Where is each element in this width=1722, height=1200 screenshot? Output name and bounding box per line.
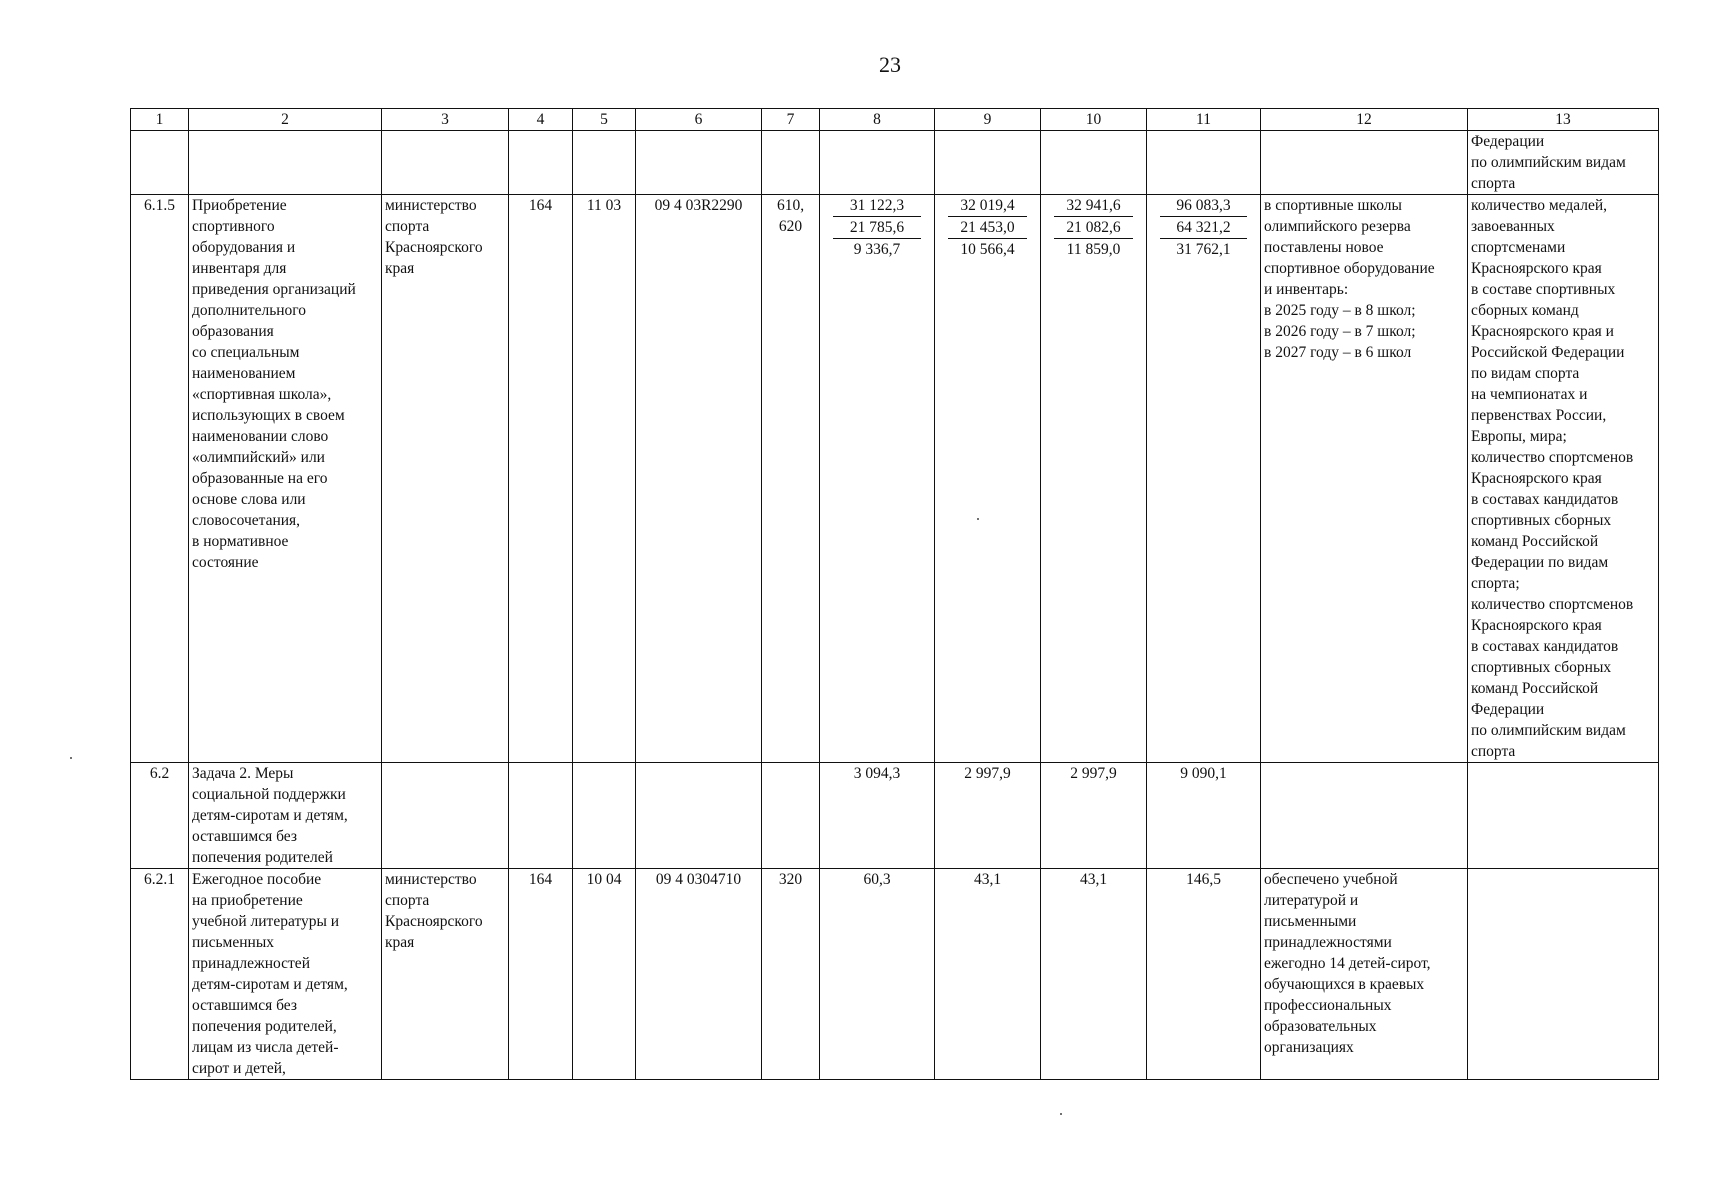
table-row-6-1-5 [131,195,1659,763]
header-cell: 8 [820,109,935,131]
cell-vr [762,763,820,869]
cell-rzpr: 10 04 [573,869,636,1080]
value-federal: 31 762,1 [1176,241,1231,258]
cell-csr: 09 4 03R2290 [636,195,762,763]
header-cell: 7 [762,109,820,131]
value-total: 32 941,6 [1054,195,1133,217]
value-regional: 21 082,6 [1054,217,1133,239]
cell-2027 [1041,131,1147,195]
value-federal: 11 859,0 [1066,241,1121,258]
cell-total: 146,5 [1147,869,1261,1080]
value-regional: 21 785,6 [833,217,921,239]
cell-indicator [1468,869,1659,1080]
header-cell: 2 [189,109,382,131]
cell-executor: министерство спорта Красноярского края [382,195,509,763]
header-cell: 3 [382,109,509,131]
header-cell: 13 [1468,109,1659,131]
header-row [131,109,1659,131]
cell-number: 6.2 [131,763,189,869]
cell-2025: 60,3 [820,869,935,1080]
value-total: 96 083,3 [1160,195,1247,217]
header-cell: 10 [1041,109,1147,131]
cell-2025 [820,195,935,763]
cell-total: 9 090,1 [1147,763,1261,869]
cell-2027: 43,1 [1041,869,1147,1080]
cell-vr [762,131,820,195]
cell-2026: 2 997,9 [935,763,1041,869]
page-number: 23 [879,52,901,77]
cell-2026 [935,195,1041,763]
cell-result [1261,763,1468,869]
cell-csr: 09 4 0304710 [636,869,762,1080]
value-total: 31 122,3 [833,195,921,217]
header-cell: 9 [935,109,1041,131]
cell-2027 [1041,195,1147,763]
cell-result: в спортивные школы олимпийского резерва поставлены новое спортивное оборудование и инвентарь: в 2025 году – в 8 школ; в 2026 году – в 7 школ; в 2027 году – в 6 школ [1261,195,1468,763]
cell-rzpr [573,131,636,195]
cell-2026: 43,1 [935,869,1041,1080]
cell-rzpr: 11 03 [573,195,636,763]
cell-indicator: количество медалей, завоеванных спортсменами Красноярского края в составе спортивных сборных команд Красноярского края и Российской Федерации по видам спорта на чемпионатах и первенствах России, Европы, мира; количество спортсменов Красноярского края в составах кандидатов спортивных сборных команд Российской Федерации по видам спорта; количество спортсменов Красноярского края в составах кандидатов спортивных сборных команд Российской Федерации по олимпийским видам спорта [1468,195,1659,763]
table-row-continuation [131,131,1659,195]
scan-speck [977,518,979,520]
header-cell: 5 [573,109,636,131]
table-row-6-2 [131,763,1659,869]
value-federal: 9 336,7 [853,241,901,258]
cell-2026 [935,131,1041,195]
cell-rzpr [573,763,636,869]
cell-total [1147,131,1261,195]
cell-grbs [509,131,573,195]
header-cell: 6 [636,109,762,131]
cell-indicator: Федерации по олимпийским видам спорта [1468,131,1659,195]
scan-speck [70,757,72,759]
cell-number [131,131,189,195]
header-cell: 1 [131,109,189,131]
cell-indicator [1468,763,1659,869]
value-regional: 64 321,2 [1160,217,1247,239]
cell-result [1261,131,1468,195]
cell-2025 [820,131,935,195]
value-total: 32 019,4 [948,195,1027,217]
cell-csr [636,763,762,869]
cell-csr [636,131,762,195]
cell-name: Задача 2. Меры социальной поддержки детям-сиротам и детям, оставшимся без попечения родителей [189,763,382,869]
header-cell: 4 [509,109,573,131]
cell-name: Ежегодное пособие на приобретение учебной литературы и письменных принадлежностей детям-сиротам и детям, оставшимся без попечения родителей, лицам из числа детей- сирот и детей, [189,869,382,1080]
header-cell: 11 [1147,109,1261,131]
cell-executor [382,131,509,195]
cell-name [189,131,382,195]
cell-vr: 320 [762,869,820,1080]
cell-number: 6.1.5 [131,195,189,763]
value-federal: 10 566,4 [960,241,1015,258]
cell-number: 6.2.1 [131,869,189,1080]
cell-grbs: 164 [509,869,573,1080]
cell-vr: 610, 620 [762,195,820,763]
cell-grbs: 164 [509,195,573,763]
program-table [130,108,1659,1080]
cell-2027: 2 997,9 [1041,763,1147,869]
header-cell: 12 [1261,109,1468,131]
cell-executor [382,763,509,869]
cell-total [1147,195,1261,763]
cell-2025: 3 094,3 [820,763,935,869]
cell-name: Приобретение спортивного оборудования и инвентаря для приведения организаций дополнительного образования со специальным наименованием «спортивная школа», использующих в своем наименовании слово «олимпийский» или образованные на его основе слова или словосочетания, в нормативное состояние [189,195,382,763]
table-row-6-2-1 [131,869,1659,1080]
scan-speck [1060,1113,1062,1115]
cell-grbs [509,763,573,869]
cell-executor: министерство спорта Красноярского края [382,869,509,1080]
value-regional: 21 453,0 [948,217,1027,239]
cell-result: обеспечено учебной литературой и письменными принадлежностями ежегодно 14 детей-сирот, обучающихся в краевых профессиональных образовательных организациях [1261,869,1468,1080]
